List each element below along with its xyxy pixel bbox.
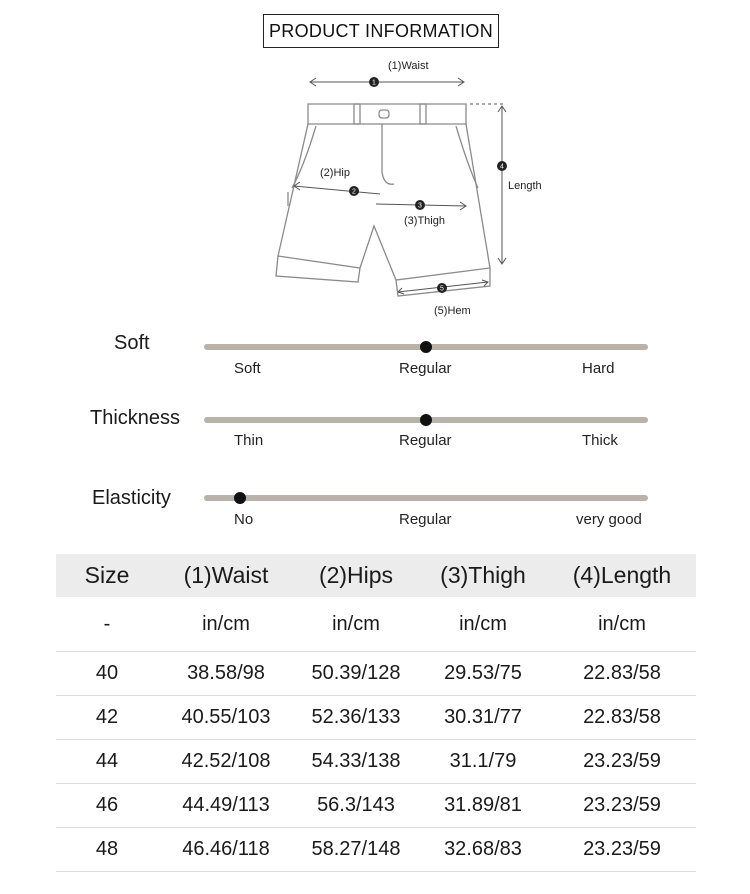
table-cell: 44 [95, 750, 119, 772]
hem-label: (5)Hem [434, 305, 471, 317]
table-row [56, 652, 696, 696]
tick-low: No [234, 511, 254, 528]
table-cell: 54.33/138 [311, 750, 401, 772]
table-cell: 48 [95, 838, 119, 860]
table-cell: 23.23/59 [583, 750, 661, 772]
header-cell: (2)Hips [318, 562, 394, 588]
header-cell: (4)Length [572, 562, 672, 588]
tick-mid: Regular [399, 360, 452, 377]
table-cell: 50.39/128 [311, 662, 401, 684]
scale-name: Soft [114, 332, 150, 354]
table-cell: 30.31/77 [444, 706, 522, 728]
scale-elasticity [0, 484, 750, 554]
table-cell: 23.23/59 [583, 838, 661, 860]
page-title: PRODUCT INFORMATION [263, 14, 499, 48]
table-header [56, 554, 696, 597]
shorts-diagram [270, 56, 560, 326]
waist-label: (1)Waist [388, 60, 429, 72]
size-table [56, 554, 696, 872]
header-cell: (1)Waist [183, 562, 269, 588]
table-cell: 32.68/83 [444, 838, 522, 860]
svg-text:5: 5 [440, 285, 444, 293]
hip-label: (2)Hip [320, 167, 350, 179]
tick-low: Thin [234, 432, 264, 449]
table-cell: 52.36/133 [311, 706, 401, 728]
scale-knob [420, 341, 432, 353]
table-row [56, 828, 696, 872]
tick-mid: Regular [399, 511, 452, 528]
header-cell: Size [84, 562, 130, 588]
table-row [56, 740, 696, 784]
svg-text:1: 1 [372, 79, 376, 87]
table-row [56, 784, 696, 828]
table-cell: 58.27/148 [311, 838, 401, 860]
table-cell: 42 [95, 706, 119, 728]
table-cell: 31.1/79 [449, 750, 517, 772]
scale-thickness [0, 404, 750, 474]
tick-high: Thick [582, 432, 618, 449]
length-label: Length [508, 180, 542, 192]
unit-cell: in/cm [202, 612, 250, 635]
tick-high: Hard [582, 360, 615, 377]
table-cell: 44.49/113 [182, 794, 270, 816]
svg-text:3: 3 [418, 202, 422, 210]
unit-cell: - [103, 612, 111, 635]
thigh-label: (3)Thigh [404, 215, 445, 227]
scale-knob [420, 414, 432, 426]
scale-soft [0, 330, 750, 400]
table-cell: 40 [95, 662, 119, 684]
tick-low: Soft [234, 360, 261, 377]
scale-knob [234, 492, 246, 504]
svg-text:4: 4 [500, 163, 504, 171]
header-cell: (3)Thigh [440, 562, 526, 588]
units-row [56, 597, 696, 652]
svg-text:2: 2 [352, 188, 356, 196]
table-cell: 29.53/75 [444, 662, 522, 684]
tick-high: very good [576, 511, 642, 528]
table-cell: 46.46/118 [182, 838, 270, 860]
table-cell: 22.83/58 [583, 662, 661, 684]
unit-cell: in/cm [459, 612, 507, 635]
table-cell: 46 [95, 794, 119, 816]
unit-cell: in/cm [332, 612, 380, 635]
unit-cell: in/cm [598, 612, 646, 635]
table-cell: 42.52/108 [181, 750, 271, 772]
table-cell: 31.89/81 [444, 794, 522, 816]
scale-name: Thickness [90, 407, 181, 429]
scale-track [204, 495, 648, 501]
table-row [56, 696, 696, 740]
tick-mid: Regular [399, 432, 452, 449]
table-cell: 38.58/98 [187, 662, 265, 684]
table-cell: 40.55/103 [181, 706, 271, 728]
table-cell: 23.23/59 [583, 794, 661, 816]
table-cell: 56.3/143 [317, 794, 395, 816]
scale-name: Elasticity [92, 487, 171, 509]
table-cell: 22.83/58 [583, 706, 661, 728]
